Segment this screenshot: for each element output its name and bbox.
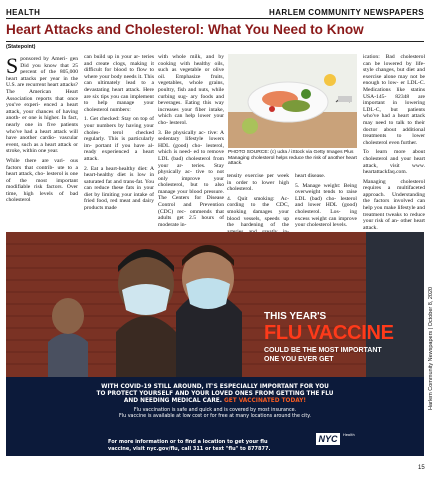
ad-footer-line: For more information or to find a location to get your flu (108, 439, 268, 445)
article-column-1 (6, 53, 78, 224)
article-column-4 (227, 173, 289, 229)
ad-highlight: GET VACCINATED TODAY! (224, 398, 307, 404)
ad-flu-vaccine-title: FLU VACCINE (264, 322, 394, 344)
article-photo (228, 54, 357, 148)
flu-vaccine-ad (6, 232, 424, 456)
nyc-logo: NYC (316, 433, 340, 445)
side-folio (426, 286, 440, 410)
ad-text-band (6, 377, 424, 456)
page-header (6, 6, 424, 17)
ad-small-print (6, 408, 424, 420)
ad-footer-line: vaccine, visit nyc.gov/flu, call 311 or text "flu" to 877877. (108, 445, 271, 452)
paragraph: can build up in your ar- teries and create clogs, making it difficult for blood to flow to where your body needs it. This can ultimately lead to a devastating heart attack. Here are six tips you can implement to help manage your cholesterol numbers: (84, 54, 154, 113)
ad-small-line: Flu vaccine is available at low cost or for free at many locations around the city. (119, 414, 311, 419)
paragraph: 1. Get checked: Stay on top of your numbers by having your choles- terol checked regularly. This is particularly im- portant if you have al- ready experienced a heart attack. (84, 116, 154, 162)
article-credit: (Statepoint) (6, 44, 36, 50)
ad-bold-line: TO PROTECT YOURSELF AND YOUR LOVED ONES FROM GETTING THE FLU (96, 391, 334, 397)
paragraph: ication: Bad cholesterol can be lowered by life- style changes, but diet and exercise alone may not be enough to low- er LDL-C. Medications like statins USA-145- 82348 are important in lowering LDL-C, but patients who've had a heart attack may need to talk to their doctor about additional treatments to lower cholesterol even further. (363, 54, 425, 146)
paragraph: 5. Manage weight: Being overweight tends to raise LDL (bad) cho- lesterol and lower HDL (good) cholesterol. Los- ing excess weight can improve your cholesterol levels. (295, 182, 357, 229)
photo-caption: PHOTO SOURCE: (c) udra / iStock via Getty Images Plus Managing cholesterol helps reduce the risk of another heart attack. (228, 150, 357, 167)
ad-subtitle: COULD BE THE MOST IMPORTANT ONE YOU EVER GET (264, 347, 382, 363)
paragraph: 4. Quit smoking: Ac- cording to the CDC, smoking damages your blood vessels, speeds up the hardening of the (227, 195, 289, 229)
paragraph: 3. Be physically ac- tive: A sedentary lifestyle lowers HDL (good) cho- lesterol, which is need- ed to remove LDL (bad) cholesterol from your ar- teries. Stay physically ac- tive to not only improve your cholesterol, but to also manage your blood pressure. The Centers for Disease Control and Prevention (CDC) rec- ommends that adults get 2.5 hours of moderate in- (158, 129, 224, 228)
section-label: HEALTH (6, 8, 41, 17)
headline-rule (6, 41, 424, 42)
paragraph: tensity exercise per week in order to lower high cholesterol. (227, 173, 289, 193)
paragraph: To learn more about cholesterol and your heart attack, visit www. heartattackfaq.com. (363, 149, 425, 176)
article-column-6 (363, 54, 425, 231)
ad-small-line: Flu vaccination is safe and quick and is covered by most insurance. (133, 408, 297, 413)
paragraph: While there are vari- ous factors that contrib- ute to a heart attack, cho- lesterol is one of the most important modifiable risk factors. Over time, high levels of bad cholesterol (6, 157, 78, 204)
paragraph: ponsored by Ameri- gen Did you know that 25 percent of the 805,000 heart attacks per year in the U.S. are recurrent heart attacks? The American Heart Association reports that once you've experi- enced a heart attack, your chances of having anoth- er one is higher. In fact, nearly one in five patients who've had a heart attack will have another cardio- vascular event, such as a heart attack or stroke, within one year. (6, 56, 78, 155)
article-column-2 (84, 54, 154, 224)
article-column-5 (295, 173, 357, 229)
ad-bold-message (6, 377, 424, 405)
paragraph: with whole milk, and by cooking with healthy oils, such as vegetable or olive oil. Emphasize fruits, vegetables, whole grains, poultry, fish and nuts, while curbing sug- ary foods and beverages. Eating this way increases your fiber intake, which can help lower your cho- lesterol. (158, 54, 224, 126)
ad-bold-line: AND NEEDING MEDICAL CARE. (123, 398, 222, 404)
paragraph: Managing cholesterol requires a multifaceted approach. Understanding the factors involved can help you make lifestyle and treatment tweaks to reduce your risk of an- other heart attack. (363, 178, 425, 231)
publication-name: HARLEM COMMUNITY NEWSPAPERS (269, 8, 424, 17)
food-photo-illustration (228, 54, 357, 148)
drop-cap: S (6, 53, 19, 78)
ad-this-year: THIS YEAR'S (264, 311, 327, 322)
header-rule (6, 18, 424, 19)
paragraph: heart disease. (295, 173, 326, 179)
ad-bold-line: WITH COVID-19 STILL AROUND, IT'S ESPECIALLY IMPORTANT FOR YOU (101, 384, 329, 390)
nyc-health-label: Health (343, 433, 355, 437)
article-column-3 (158, 54, 224, 228)
page-number: 15 (418, 465, 425, 471)
paragraph: 2. Eat a heart-healthy diet: A heart-healthy diet is low in saturated fat and trans-fat. You can reduce these fats in your diet by limiting your intake of fried food, red meat and dairy products made (84, 165, 154, 212)
ad-footer-info (108, 439, 270, 452)
article-headline: Heart Attacks and Cholesterol: What You Need to Know (6, 22, 364, 37)
side-folio-text: Harlem Community Newspapers | October 8, 2020 (428, 286, 434, 410)
